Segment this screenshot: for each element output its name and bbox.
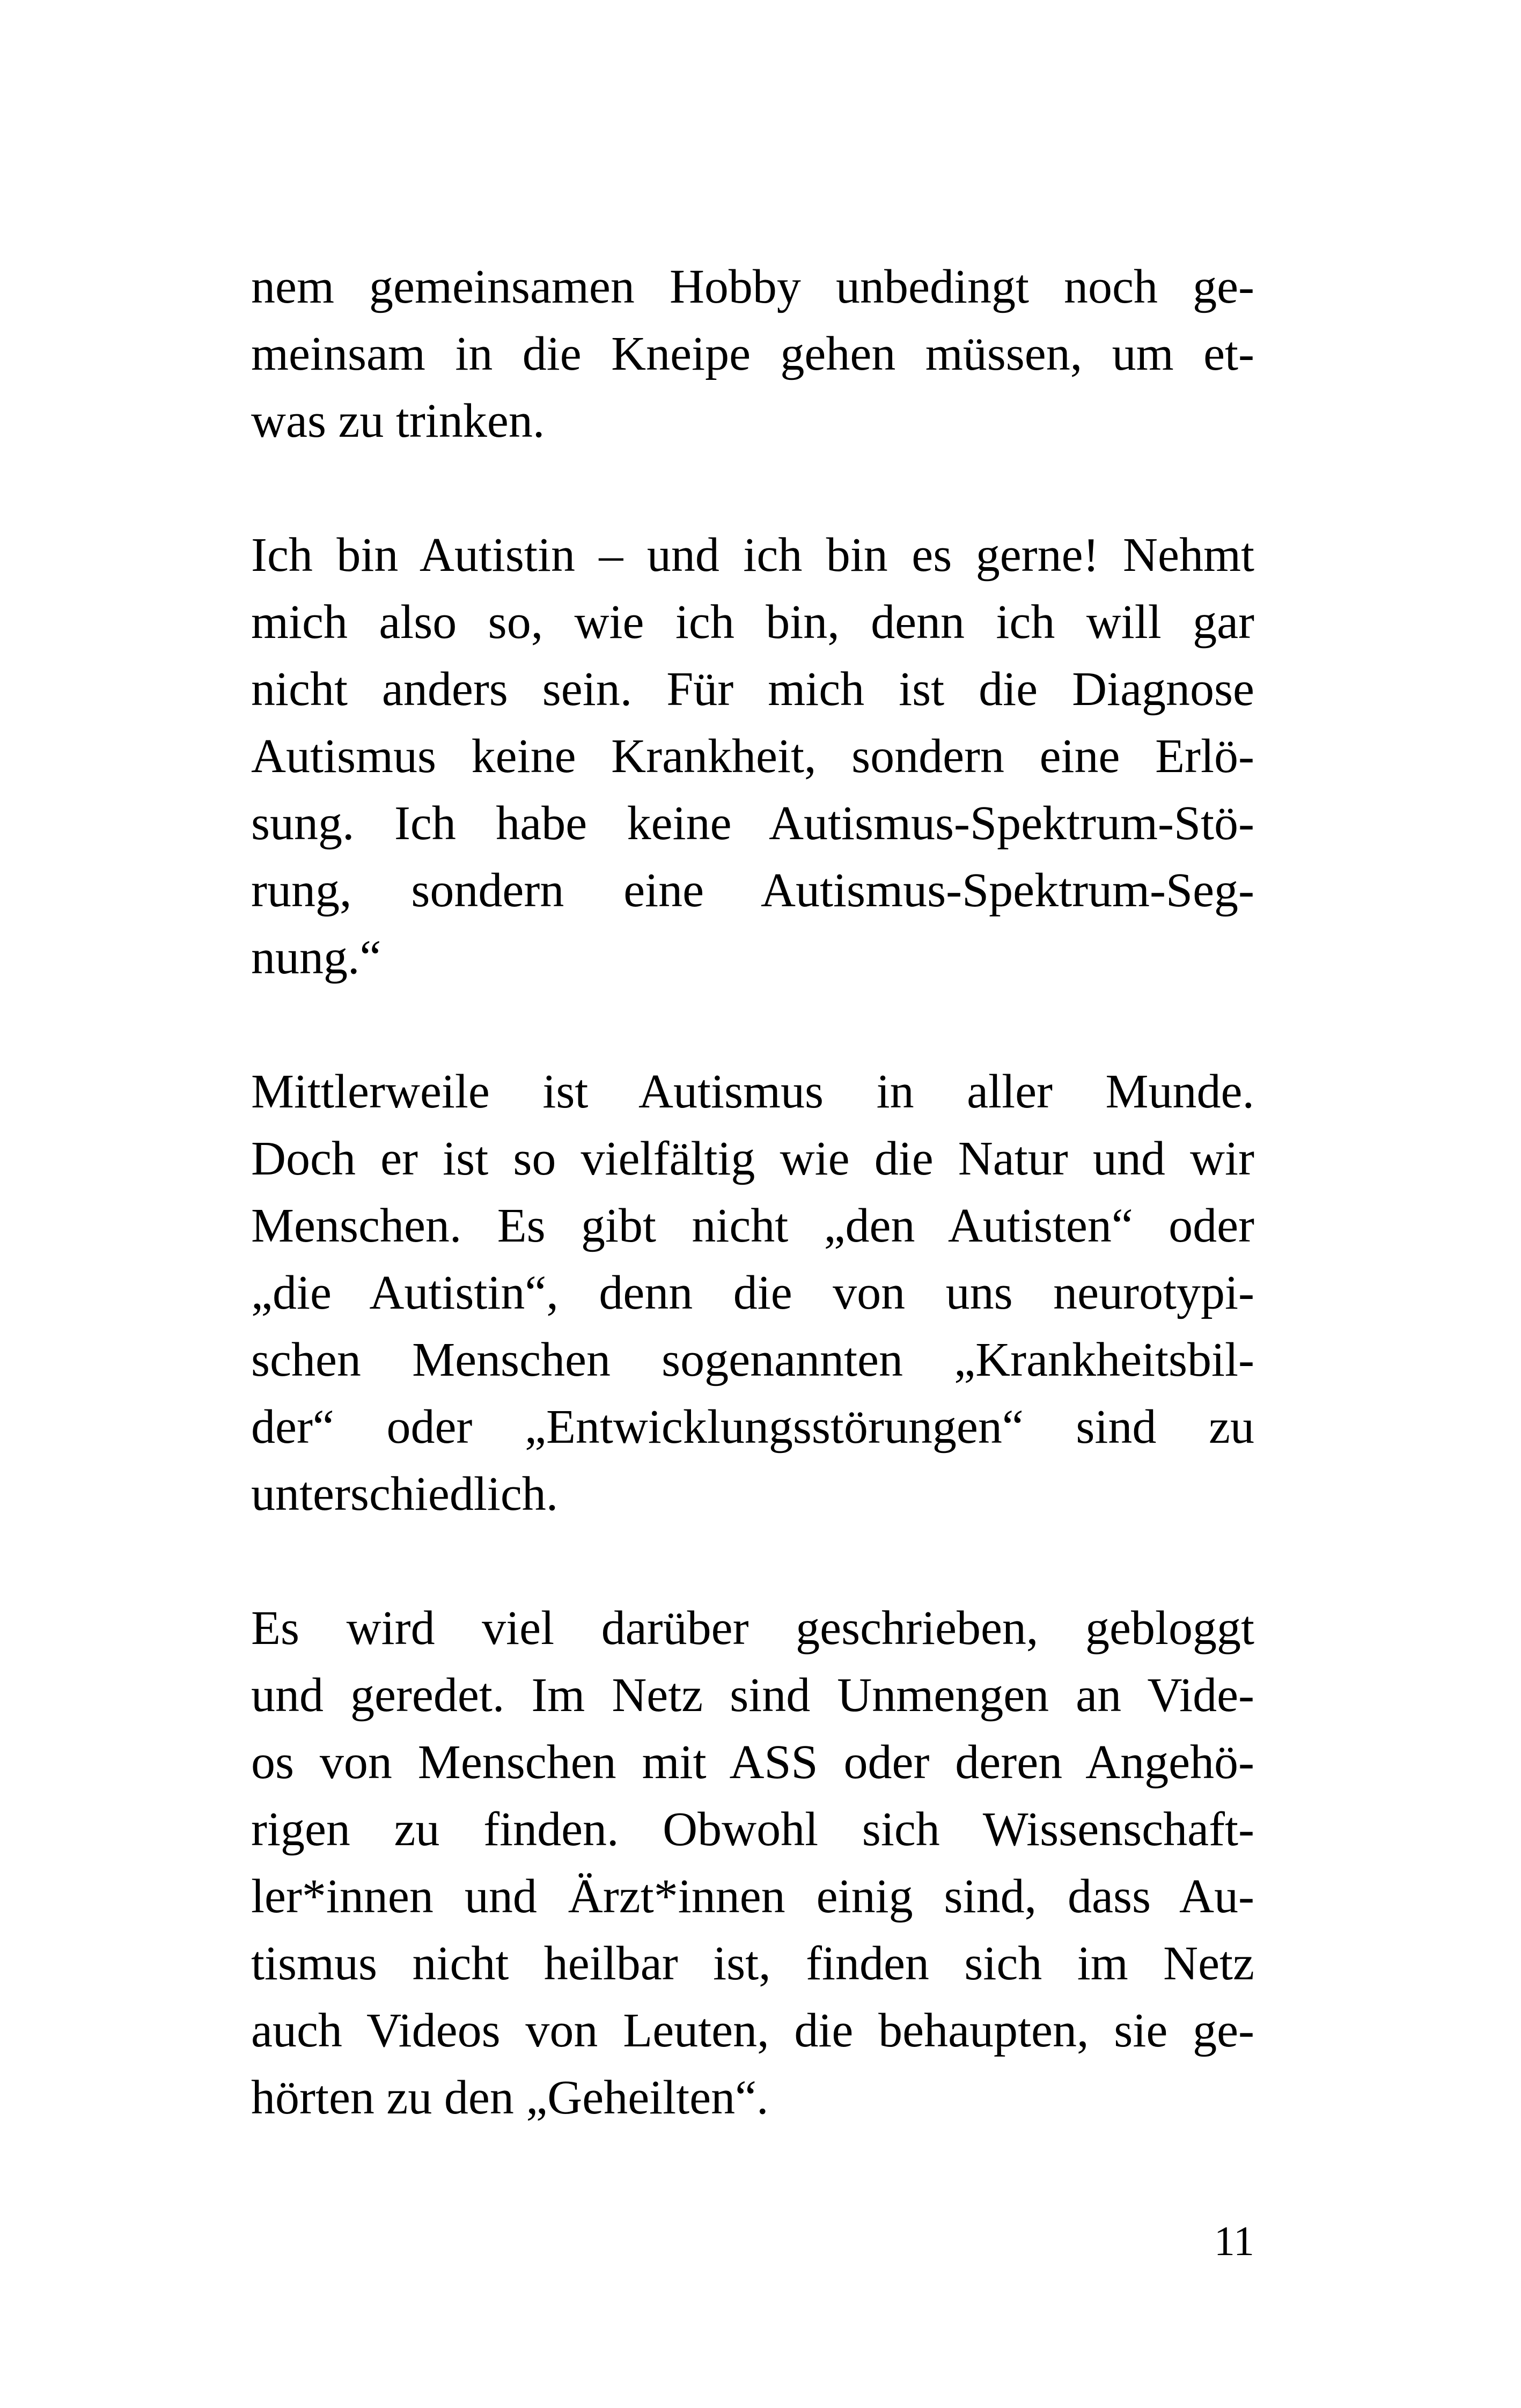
text-line: meinsam in die Kneipe gehen müssen, um et- <box>251 327 1254 380</box>
text-line: Doch er ist so vielfältig wie die Natur und wir <box>251 1132 1254 1185</box>
text-line: ler*innen und Ärzt*innen einig sind, dass Au- <box>251 1870 1254 1923</box>
text-line: Mittlerweile ist Autismus in aller Munde. <box>251 1065 1254 1118</box>
text-line: nung.“ <box>251 931 381 984</box>
text-line: rigen zu finden. Obwohl sich Wissenschaft- <box>251 1803 1254 1856</box>
text-line: Ich bin Autistin – und ich bin es gerne! Nehmt <box>251 528 1254 582</box>
text-line: und geredet. Im Netz sind Unmengen an Vide- <box>251 1669 1254 1722</box>
text-line: tismus nicht heilbar ist, finden sich im Netz <box>251 1937 1254 1990</box>
text-line: schen Menschen sogenannten „Krankheitsbil- <box>251 1333 1254 1386</box>
text-line: Menschen. Es gibt nicht „den Autisten“ oder <box>251 1199 1254 1252</box>
text-line: os von Menschen mit ASS oder deren Angehö- <box>251 1736 1254 1789</box>
text-line: Autismus keine Krankheit, sondern eine Erlö- <box>251 730 1254 783</box>
paragraph-1 <box>251 253 1254 454</box>
text-line: unterschiedlich. <box>251 1467 559 1521</box>
text-line: nicht anders sein. Für mich ist die Diagnose <box>251 663 1254 716</box>
text-line: hörten zu den „Geheilten“. <box>251 2071 769 2124</box>
text-line: mich also so, wie ich bin, denn ich will gar <box>251 596 1254 649</box>
paragraph-2 <box>251 522 1254 991</box>
paragraph-4 <box>251 1595 1254 2131</box>
text-line: was zu trinken. <box>251 394 545 447</box>
text-line: Es wird viel darüber geschrieben, gebloggt <box>251 1602 1254 1655</box>
text-line: nem gemeinsamen Hobby unbedingt noch ge- <box>251 260 1254 313</box>
page-number: 11 <box>1214 2218 1254 2264</box>
text-line: auch Videos von Leuten, die behaupten, sie ge- <box>251 2004 1254 2057</box>
text-line: der“ oder „Entwicklungsstörungen“ sind zu <box>251 1400 1254 1453</box>
paragraph-3 <box>251 1058 1254 1528</box>
text-line: „die Autistin“, denn die von uns neurotypi- <box>251 1266 1254 1319</box>
text-line: rung, sondern eine Autismus-Spektrum-Seg- <box>251 864 1254 917</box>
text-line: sung. Ich habe keine Autismus-Spektrum-Stö- <box>251 797 1254 850</box>
